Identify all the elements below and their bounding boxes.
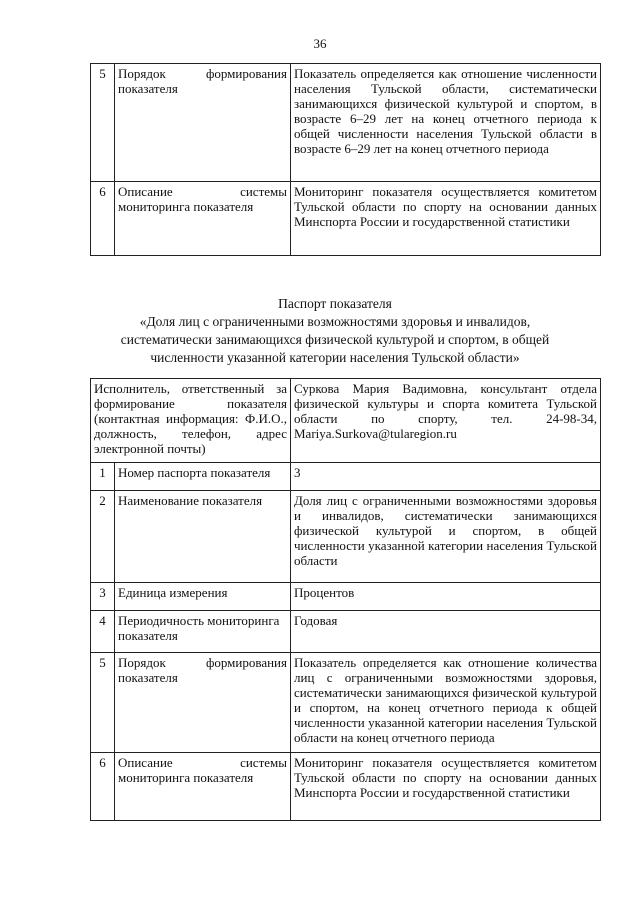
executor-label: Исполнитель, ответственный за формирование показателя (контактная информация: Ф.И.О., должность, телефон, адрес электронной почты)	[91, 379, 291, 463]
table-row	[91, 653, 601, 753]
row-number: 1	[91, 463, 115, 491]
row-label: Периодичность мониторинга показателя	[115, 611, 291, 653]
page-number: 36	[313, 36, 327, 51]
row-number: 5	[91, 64, 115, 182]
executor-value	[291, 379, 601, 463]
passport-title: Паспорт показателя	[278, 296, 392, 311]
row-number: 6	[91, 182, 115, 256]
row-label: Порядок формирования показателя	[115, 64, 291, 182]
table-row	[91, 463, 601, 491]
row-number: 5	[91, 653, 115, 753]
indicator-table-continued	[90, 63, 601, 256]
row-label: Описание системы мониторинга показателя	[115, 182, 291, 256]
executor-contact: Суркова Мария Вадимовна, консультант отдела физической культуры и спорта комитета Тульской области по спорту, тел. 24-98-34,	[294, 381, 597, 426]
row-value: Доля лиц с ограниченными возможностями здоровья и инвалидов, систематически занимающихся физической культурой и спортом, в общей численности указанной категории населения Тульской области	[291, 491, 601, 583]
table-row-executor	[91, 379, 601, 463]
row-value: Процентов	[291, 583, 601, 611]
passport-subtitle-line: систематически занимающихся физической культурой и спортом, в общей	[120, 332, 550, 347]
passport-heading	[70, 295, 600, 367]
row-label: Единица измерения	[115, 583, 291, 611]
row-value: Мониторинг показателя осуществляется комитетом Тульской области по спорту на основании данных Минспорта России и государственной статистики	[291, 753, 601, 821]
row-value: 3	[291, 463, 601, 491]
table-row	[91, 491, 601, 583]
row-label: Наименование показателя	[115, 491, 291, 583]
row-value: Показатель определяется как отношение численности населения Тульской области, систематически занимающихся физической культурой и спортом, в возрасте 6–29 лет на конец отчетного периода к общей численности населения Тульской области в возрасте 6–29 лет на конец отчетного периода	[291, 64, 601, 182]
row-label: Порядок формирования показателя	[115, 653, 291, 753]
row-value: Мониторинг показателя осуществляется комитетом Тульской области по спорту на основании данных Минспорта России и государственной статистики	[291, 182, 601, 256]
table-row	[91, 583, 601, 611]
table-row	[91, 611, 601, 653]
indicator-passport-table	[90, 378, 601, 821]
row-label: Номер паспорта показателя	[115, 463, 291, 491]
row-number: 3	[91, 583, 115, 611]
row-value: Годовая	[291, 611, 601, 653]
table-row	[91, 753, 601, 821]
row-value: Показатель определяется как отношение количества лиц с ограниченными возможностями здоровья, систематически занимающихся физической культурой и спортом, на конец отчетного периода к общей численности указанной категории населения Тульской области на конец отчетного периода	[291, 653, 601, 753]
row-number: 6	[91, 753, 115, 821]
table-row	[91, 182, 601, 256]
passport-subtitle-line: «Доля лиц с ограниченными возможностями здоровья и инвалидов,	[139, 314, 531, 329]
table-row	[91, 64, 601, 182]
row-number: 4	[91, 611, 115, 653]
row-number: 2	[91, 491, 115, 583]
row-label: Описание системы мониторинга показателя	[115, 753, 291, 821]
passport-subtitle-line: численности указанной категории населения Тульской области»	[150, 350, 520, 365]
executor-email: Mariya.Surkova@tularegion.ru	[294, 426, 457, 441]
